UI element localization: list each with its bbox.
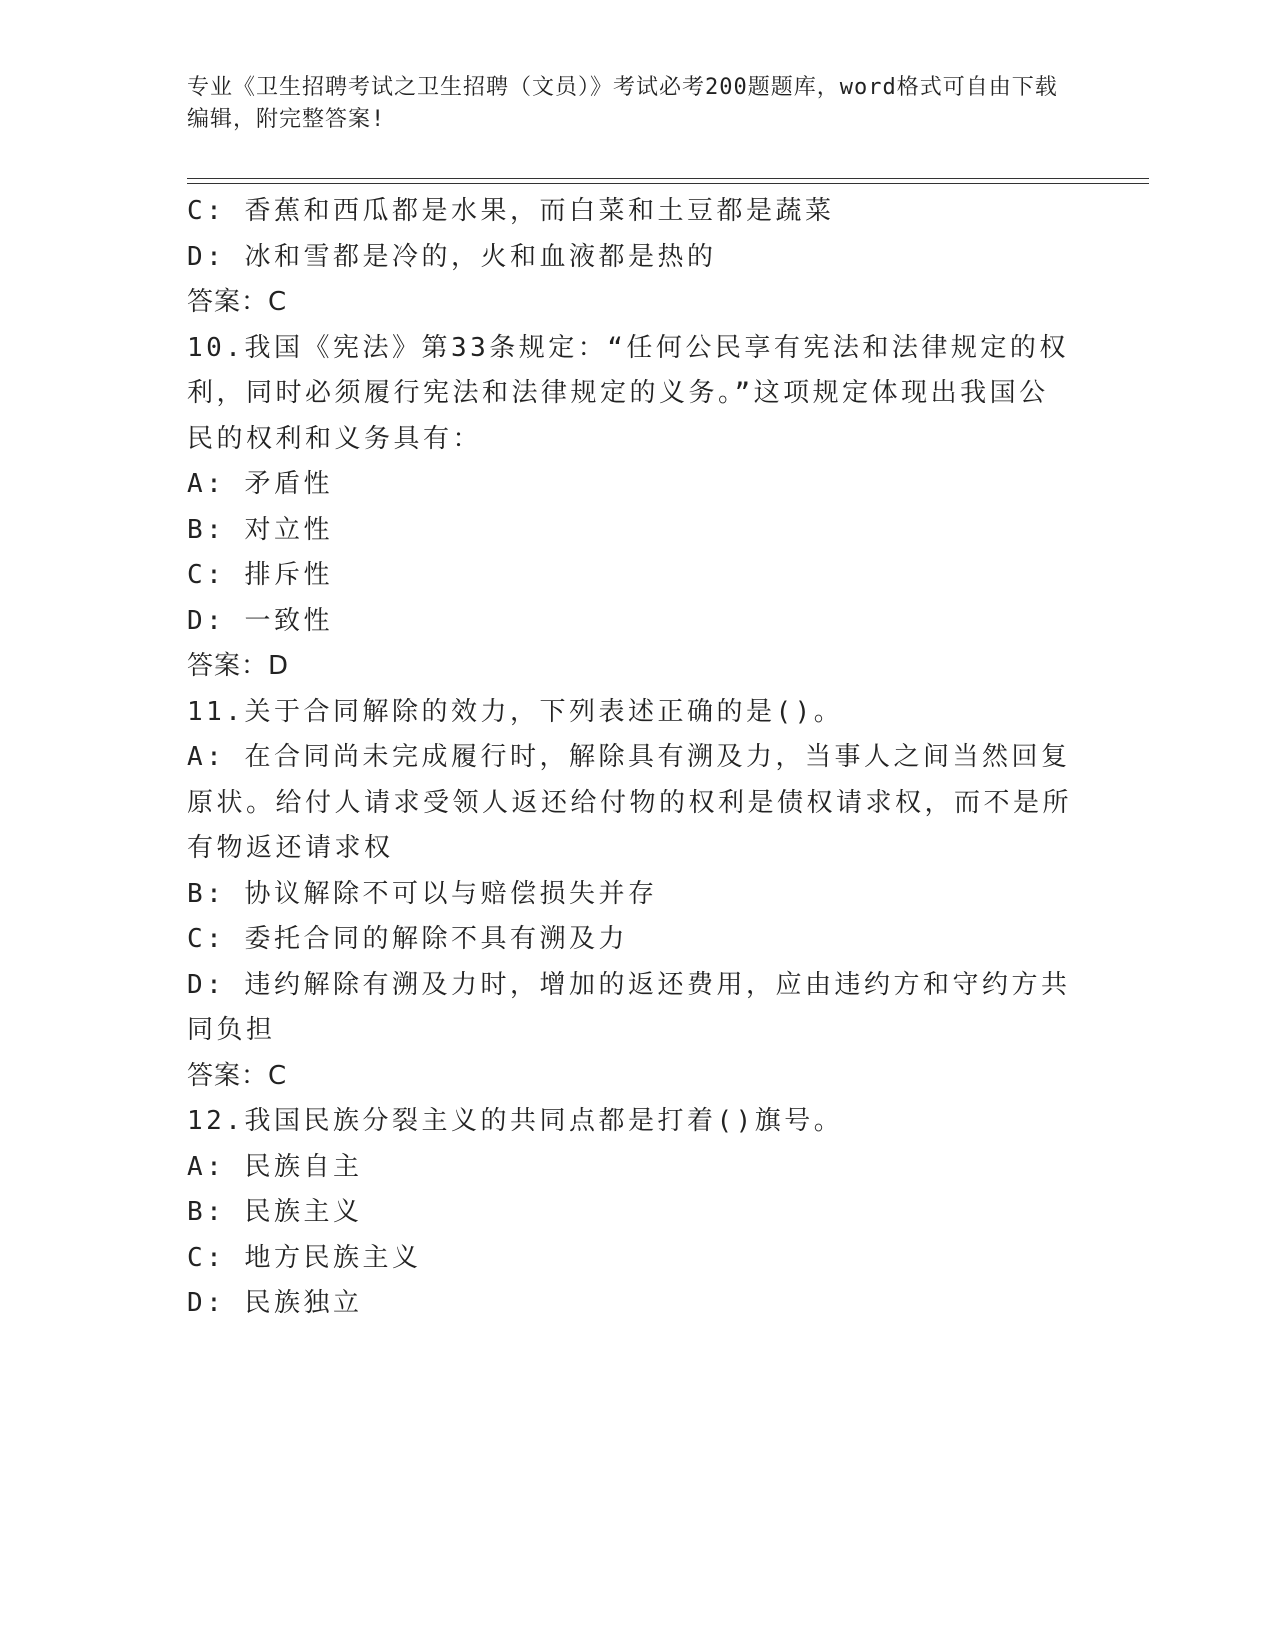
question-9-tail [187, 189, 1077, 326]
option-c: C: 排斥性 [187, 560, 333, 590]
option-d: D: 冰和雪都是冷的，火和血液都是热的 [187, 241, 717, 272]
answer-line: 答案：C [187, 1060, 288, 1091]
document-header: 专业《卫生招聘考试之卫生招聘（文员）》考试必考200题题库，word格式可自由下载编辑，附完整答案! [187, 75, 1058, 132]
question-11 [187, 690, 1077, 1100]
question-12 [187, 1099, 1077, 1327]
document-body [187, 189, 1077, 1327]
question-10 [187, 326, 1077, 690]
option-a: A: 矛盾性 [187, 469, 333, 499]
option-a: A: 在合同尚未完成履行时，解除具有溯及力，当事人之间当然回复原状。给付人请求受领人返还给付物的权利是债权请求权，而不是所有物返还请求权 [187, 742, 1073, 863]
answer-line: 答案：C [187, 287, 288, 317]
option-b: B: 民族主义 [187, 1197, 363, 1227]
option-d: D: 民族独立 [187, 1288, 363, 1318]
header-divider-bottom [187, 183, 1149, 184]
question-stem: 12.我国民族分裂主义的共同点都是打着()旗号。 [187, 1106, 844, 1136]
option-a: A: 民族自主 [187, 1151, 363, 1182]
question-stem: 11.关于合同解除的效力，下列表述正确的是()。 [187, 696, 844, 727]
option-c: C: 地方民族主义 [187, 1242, 422, 1273]
option-c: C: 香蕉和西瓜都是水果，而白菜和土豆都是蔬菜 [187, 196, 835, 226]
question-stem: 10.我国《宪法》第33条规定：“任何公民享有宪法和法律规定的权利，同时必须履行宪法和法律规定的义务。”这项规定体现出我国公民的权利和义务具有： [187, 332, 1069, 454]
header-divider-top [187, 178, 1149, 179]
option-d: D: 违约解除有溯及力时，增加的返还费用，应由违约方和守约方共同负担 [187, 969, 1071, 1045]
option-b: B: 协议解除不可以与赔偿损失并存 [187, 878, 658, 909]
option-c: C: 委托合同的解除不具有溯及力 [187, 924, 628, 954]
option-d: D: 一致性 [187, 605, 333, 636]
option-b: B: 对立性 [187, 514, 333, 545]
answer-line: 答案：D [187, 651, 290, 681]
